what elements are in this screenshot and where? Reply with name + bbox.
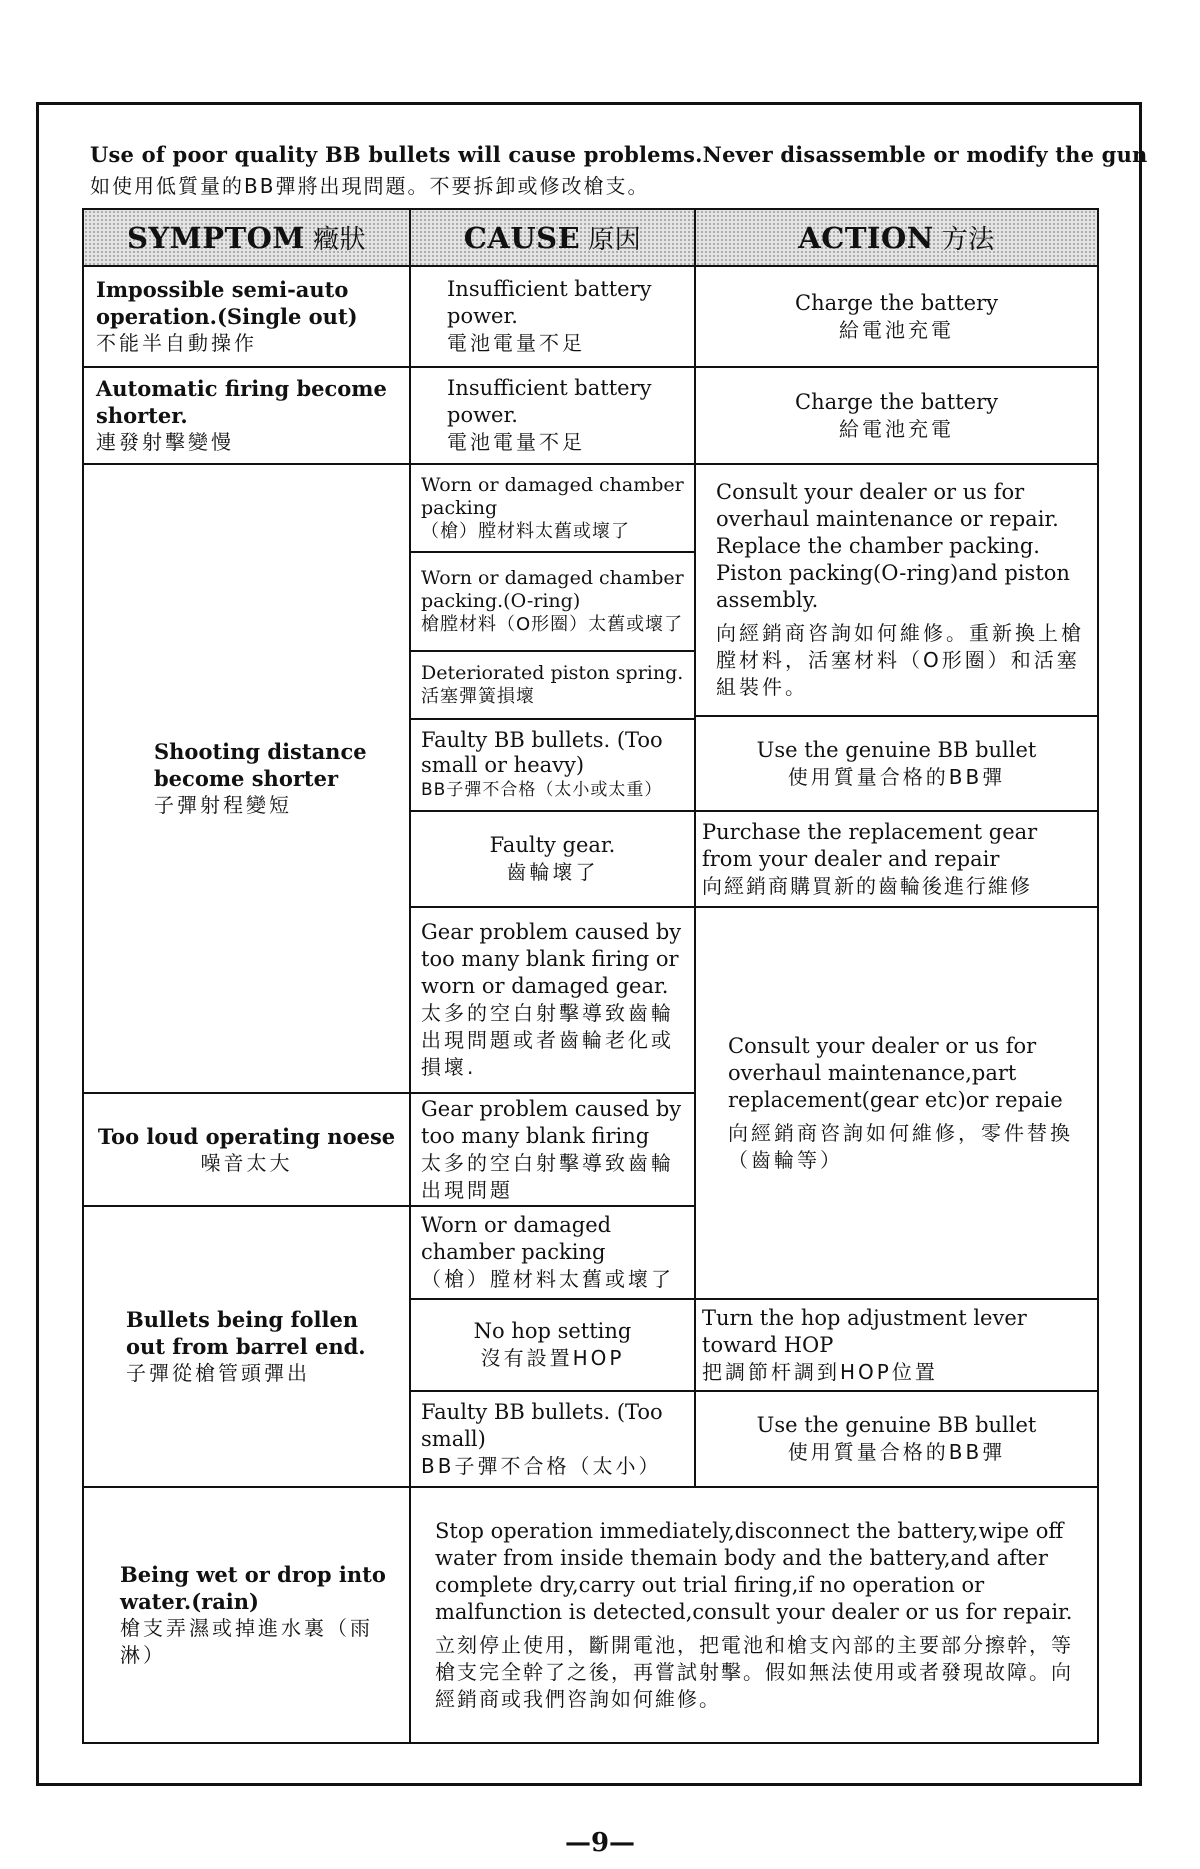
symptom-cell: Bullets being follen out from barrel end. 子彈從槍管頭彈出 xyxy=(126,1307,366,1385)
cause-cell: Faulty BB bullets. (Too small or heavy) BB子彈不合格（太小或太重） xyxy=(421,727,663,800)
header-cause: CAUSE 原因 xyxy=(411,210,694,265)
symptom-cell: Impossible semi-auto operation.(Single out) 不能半自動操作 xyxy=(96,277,358,355)
symptom-cell: Too loud operating noese 噪音太大 xyxy=(97,1123,396,1175)
cause-cell: Deteriorated piston spring. 活塞彈簧損壞 xyxy=(421,662,684,707)
action-cell: Consult your dealer or us for overhaul maintenance or repair. Replace the chamber packing. Piston packing(O-ring)and piston assembly. 向經銷商咨詢如何維修。重新換上槍膛材料，活塞材料（O形圈）和活塞組裝件。 xyxy=(716,480,1084,699)
symptom-cell: Shooting distance become shorter 子彈射程變短 xyxy=(154,739,367,817)
cause-cell: Insufficient battery power. 電池電量不足 xyxy=(447,376,652,454)
header-action: ACTION 方法 xyxy=(696,210,1097,265)
action-cell: Turn the hop adjustment lever toward HOP 把調節杆調到HOP位置 xyxy=(702,1305,1027,1384)
page-number: —9— xyxy=(564,1828,636,1858)
cause-cell: Worn or damaged chamber packing （槍）膛材料太舊或壞了 xyxy=(421,473,684,542)
cause-cell: Gear problem caused by too many blank firing or worn or damaged gear. 太多的空白射擊導致齒輪出現問題或者齒輪老化或損壞. xyxy=(421,920,682,1079)
troubleshooting-table xyxy=(82,208,1099,1744)
action-cell: Stop operation immediately,disconnect the battery,wipe off water from inside themain body and the battery,and after complete dry,carry out trial firing,if no operation or malfunction is detected,consult your dealer or us for repair. 立刻停止使用，斷開電池，把電池和槍支內部的主要部分擦幹，等槍支完全幹了之後，再嘗試射擊。假如無法使用或者發現故障。向經銷商或我們咨詢如何維修。 xyxy=(435,1518,1073,1711)
cause-cell: No hop setting 沒有設置HOP xyxy=(473,1319,632,1370)
symptom-cell: Being wet or drop into water.(rain) 槍支弄濕或掉進水裏（雨淋） xyxy=(120,1562,386,1667)
cause-cell: Worn or damaged chamber packing （槍）膛材料太舊或壞了 xyxy=(421,1213,674,1291)
cause-cell: Gear problem caused by too many blank firing 太多的空白射擊導致齒輪出現問題 xyxy=(421,1096,682,1202)
action-cell: Use the genuine BB bullet 使用質量合格的BB彈 xyxy=(756,737,1037,789)
action-cell: Charge the battery 給電池充電 xyxy=(795,389,998,441)
cause-cell: Faulty BB bullets. (Too small) BB子彈不合格（太小） xyxy=(421,1399,663,1478)
warning-text-en: Use of poor quality BB bullets will cause problems.Never disassemble or modify the gun xyxy=(90,142,1148,167)
action-cell: Charge the battery 給電池充電 xyxy=(795,290,998,342)
cause-cell: Faulty gear. 齒輪壞了 xyxy=(489,833,616,884)
symptom-cell: Automatic firing become shorter. 連發射擊變慢 xyxy=(96,376,387,454)
cause-cell: Insufficient battery power. 電池電量不足 xyxy=(447,277,652,355)
action-cell: Use the genuine BB bullet 使用質量合格的BB彈 xyxy=(756,1413,1037,1464)
warning-text-zh: 如使用低質量的BB彈將出現問題。不要拆卸或修改槍支。 xyxy=(90,174,650,198)
header-symptom: SYMPTOM 癥狀 xyxy=(84,210,409,265)
action-cell: Purchase the replacement gear from your dealer and repair 向經銷商購買新的齒輪後進行維修 xyxy=(702,819,1038,898)
action-cell: Consult your dealer or us for overhaul maintenance,part replacement(gear etc)or repaie 向經銷商咨詢如何維修，零件替換（齒輪等） xyxy=(728,1033,1073,1172)
cause-cell: Worn or damaged chamber packing.(O-ring) 槍膛材料（O形圈）太舊或壞了 xyxy=(421,567,684,635)
